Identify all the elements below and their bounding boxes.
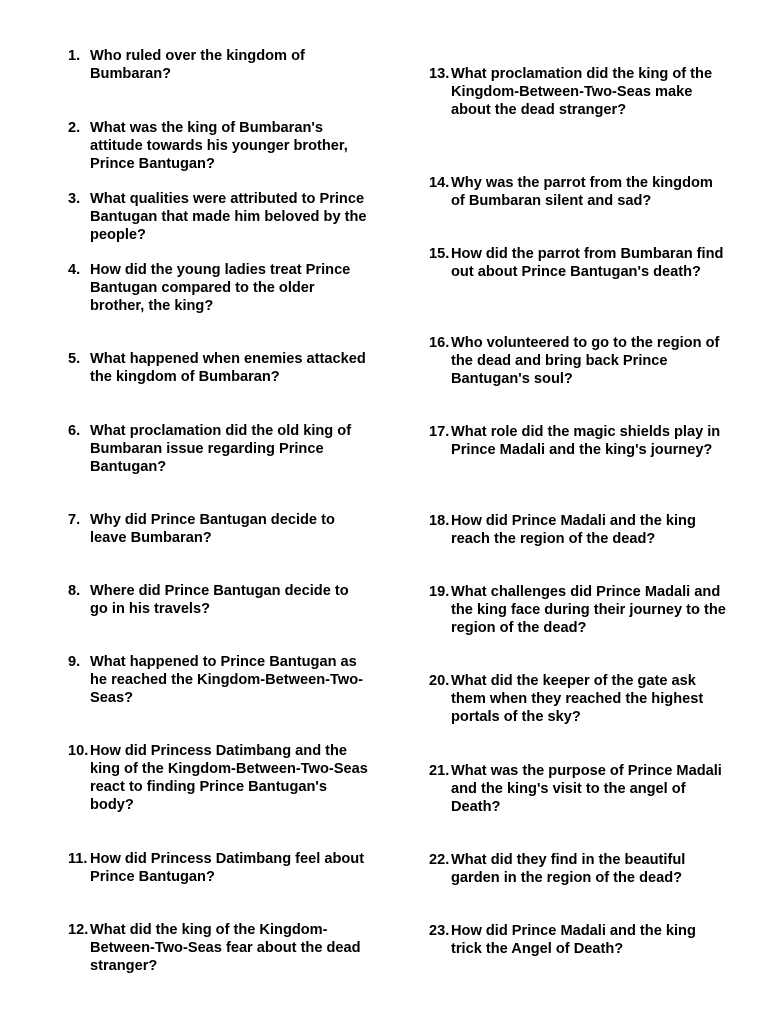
question-number: 9. <box>68 654 81 670</box>
question-number: 23. <box>429 923 450 939</box>
question-number: 14. <box>429 175 450 191</box>
question-number: 6. <box>68 423 81 439</box>
question-number: 22. <box>429 852 450 868</box>
question-text: What did they find in the beautiful garden in the region of the dead? <box>451 852 686 886</box>
question-18 <box>429 512 729 548</box>
question-text: How did Prince Madali and the king trick the Angel of Death? <box>451 923 696 957</box>
question-number: 10. <box>68 743 89 759</box>
question-number: 1. <box>68 48 81 64</box>
question-number: 18. <box>429 513 450 529</box>
question-text: How did the parrot from Bumbaran find out about Prince Bantugan's death? <box>451 246 724 280</box>
question-text: What challenges did Prince Madali and the king face during their journey to the region of the dead? <box>451 584 726 636</box>
question-text: Who ruled over the kingdom of Bumbaran? <box>90 48 305 82</box>
question-2 <box>68 119 368 173</box>
question-1 <box>68 47 368 83</box>
question-number: 12. <box>68 922 89 938</box>
question-9 <box>68 653 368 707</box>
question-number: 16. <box>429 335 450 351</box>
question-text: What was the king of Bumbaran's attitude towards his younger brother, Prince Bantugan? <box>90 120 348 172</box>
question-3 <box>68 190 368 244</box>
question-number: 21. <box>429 763 450 779</box>
question-10 <box>68 742 368 814</box>
question-number: 11. <box>68 851 88 867</box>
question-number: 3. <box>68 191 81 207</box>
question-text: What proclamation did the old king of Bumbaran issue regarding Prince Bantugan? <box>90 423 352 475</box>
question-number: 4. <box>68 262 81 278</box>
question-21 <box>429 762 729 816</box>
question-text: What happened when enemies attacked the kingdom of Bumbaran? <box>90 351 366 385</box>
question-text: Why was the parrot from the kingdom of Bumbaran silent and sad? <box>451 175 713 209</box>
question-6 <box>68 422 368 476</box>
question-text: What was the purpose of Prince Madali and the king's visit to the angel of Death? <box>451 763 722 815</box>
question-number: 20. <box>429 673 450 689</box>
question-4 <box>68 261 368 315</box>
question-text: How did the young ladies treat Prince Bantugan compared to the older brother, the king? <box>90 262 351 314</box>
question-number: 2. <box>68 120 81 136</box>
question-number: 17. <box>429 424 450 440</box>
question-number: 7. <box>68 512 81 528</box>
question-5 <box>68 350 368 386</box>
question-text: What proclamation did the king of the Kingdom-Between-Two-Seas make about the dead stranger? <box>451 66 713 118</box>
question-number: 15. <box>429 246 450 262</box>
question-15 <box>429 245 729 281</box>
question-number: 13. <box>429 66 450 82</box>
question-22 <box>429 851 729 887</box>
question-number: 8. <box>68 583 81 599</box>
question-number: 5. <box>68 351 81 367</box>
question-text: What role did the magic shields play in Prince Madali and the king's journey? <box>451 424 721 458</box>
question-number: 19. <box>429 584 450 600</box>
question-text: What happened to Prince Bantugan as he reached the Kingdom-Between-Two-Seas? <box>90 654 363 706</box>
question-7 <box>68 511 368 547</box>
question-text: What did the keeper of the gate ask them when they reached the highest portals of the sky? <box>451 673 704 725</box>
question-19 <box>429 583 729 637</box>
question-8 <box>68 582 368 618</box>
question-11 <box>68 850 368 886</box>
question-text: How did Prince Madali and the king reach the region of the dead? <box>451 513 696 547</box>
question-16 <box>429 334 729 388</box>
question-text: How did Princess Datimbang and the king of the Kingdom-Between-Two-Seas react to finding Prince Bantugan's body? <box>90 743 368 813</box>
question-14 <box>429 174 729 210</box>
question-12 <box>68 921 368 975</box>
question-text: Who volunteered to go to the region of the dead and bring back Prince Bantugan's soul? <box>451 335 720 387</box>
question-text: Why did Prince Bantugan decide to leave Bumbaran? <box>90 512 335 546</box>
question-text: What did the king of the Kingdom-Between-Two-Seas fear about the dead stranger? <box>90 922 361 974</box>
question-17 <box>429 423 729 459</box>
question-13 <box>429 65 729 119</box>
question-text: What qualities were attributed to Prince Bantugan that made him beloved by the people? <box>90 191 367 243</box>
question-23 <box>429 922 729 958</box>
question-text: How did Princess Datimbang feel about Prince Bantugan? <box>90 851 365 885</box>
question-20 <box>429 672 729 726</box>
question-text: Where did Prince Bantugan decide to go in his travels? <box>90 583 349 617</box>
